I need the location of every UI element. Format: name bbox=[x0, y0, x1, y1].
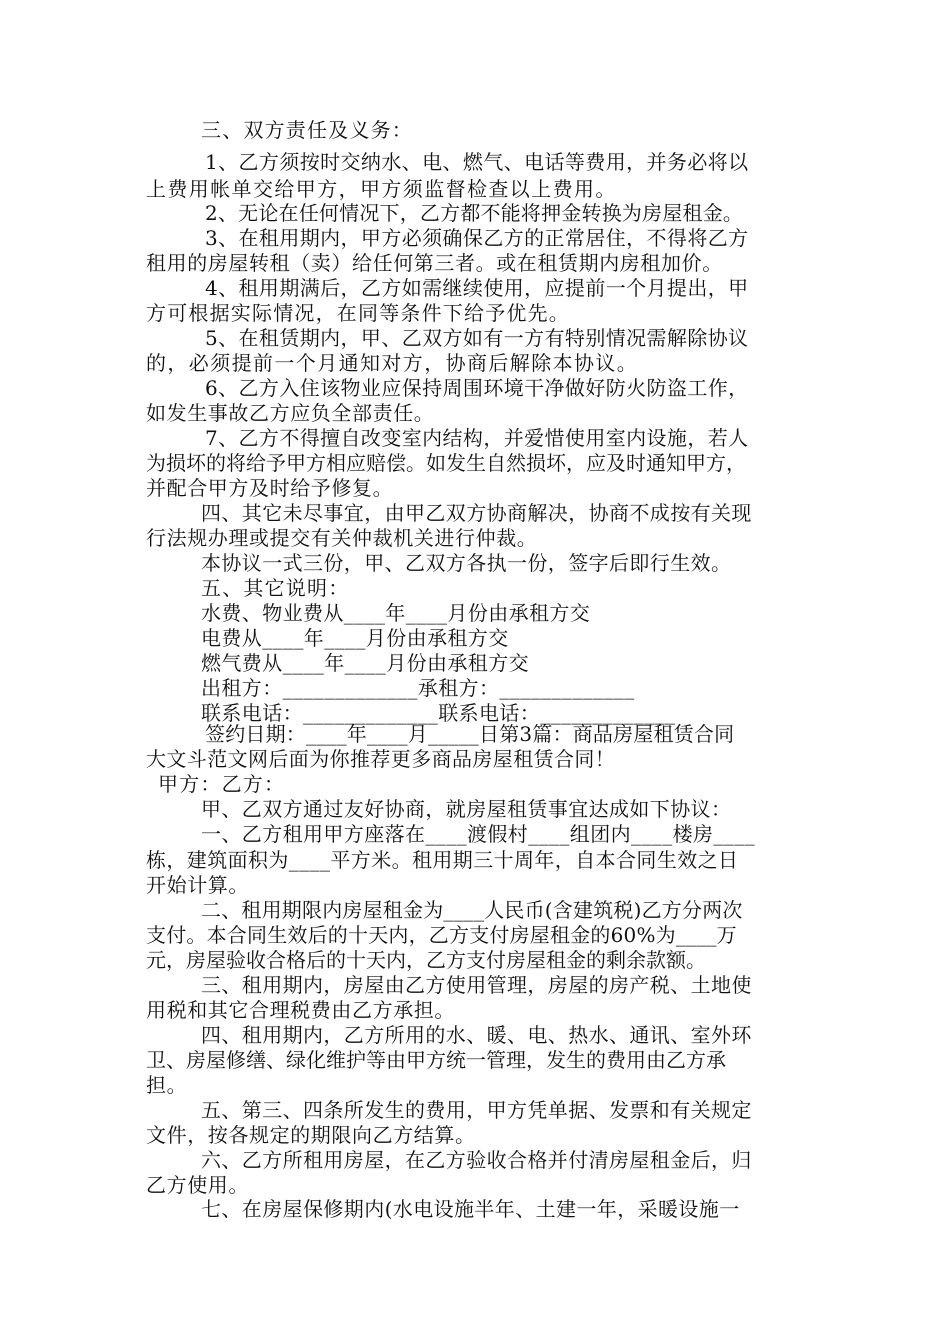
text-line: 如发生事故乙方应负全部责任。 bbox=[146, 401, 435, 425]
text-line: 的，必须提前一个月通知对方，协商后解除本协议。 bbox=[146, 351, 639, 375]
text-line: 租用的房屋转租（卖）给任何第三者。或在租赁期内房租加价。 bbox=[146, 251, 723, 275]
text-line: 甲方：乙方： bbox=[158, 772, 286, 796]
text-line: 六、乙方所租用房屋，在乙方验收合格并付清房屋租金后，归 bbox=[201, 1148, 752, 1172]
text-line: 7、乙方不得擅自改变室内结构，并爱惜使用室内设施，若人 bbox=[205, 426, 749, 450]
text-line: 文件，按各规定的期限向乙方结算。 bbox=[146, 1123, 476, 1147]
text-line: 联系电话：_____________联系电话：_____________ bbox=[201, 701, 676, 725]
text-line: 栋，建筑面积为____平方米。租用期三十周年，自本合同生效之日 bbox=[146, 848, 739, 872]
text-line: 担。 bbox=[146, 1073, 188, 1097]
text-line: 三、租用期内，房屋由乙方使用管理，房屋的房产税、土地使 bbox=[201, 973, 752, 997]
text-line: 签约日期：____年____月_____日第3篇：商品房屋租赁合同 bbox=[205, 722, 735, 746]
text-line: 用税和其它合理税费由乙方承担。 bbox=[146, 998, 455, 1022]
text-line: 五、第三、四条所发生的费用，甲方凭单据、发票和有关规定 bbox=[201, 1098, 752, 1122]
text-line: 支付。本合同生效后的十天内，乙方支付房屋租金的60%为____万 bbox=[146, 923, 737, 947]
text-line: 开始计算。 bbox=[146, 873, 249, 897]
text-line: 甲、乙双方通过友好协商，就房屋租赁事宜达成如下协议： bbox=[201, 797, 732, 821]
text-line: 出租方：_____________承租方：_____________ bbox=[201, 676, 635, 700]
text-line: 2、无论在任何情况下，乙方都不能将押金转换为房屋租金。 bbox=[205, 201, 744, 225]
text-line: 1、乙方须按时交纳水、电、燃气、电话等费用，并务必将以 bbox=[205, 150, 749, 174]
text-line: 本协议一式三份，甲、乙双方各执一份，签字后即行生效。 bbox=[201, 551, 732, 575]
text-line: 水费、物业费从____年____月份由承租方交 bbox=[201, 601, 591, 625]
text-line: 3、在租用期内，甲方必须确保乙方的正常居住，不得将乙方 bbox=[205, 226, 749, 250]
text-line: 四、其它未尽事宜，由甲乙双方协商解决，协商不成按有关现 bbox=[201, 501, 752, 525]
text-line: 燃气费从____年____月份由承租方交 bbox=[201, 651, 529, 675]
text-line: 5、在租赁期内，甲、乙双方如有一方有特别情况需解除协议 bbox=[205, 326, 749, 350]
text-line: 一、乙方租用甲方座落在____渡假村____组团内____楼房____ bbox=[201, 822, 755, 846]
text-line: 6、乙方入住该物业应保持周围环境干净做好防火防盗工作， bbox=[205, 376, 749, 400]
text-line: 并配合甲方及时给予修复。 bbox=[146, 476, 394, 500]
text-line: 二、租用期限内房屋租金为____人民币(含建筑税)乙方分两次 bbox=[201, 898, 743, 922]
text-line: 元，房屋验收合格后的十天内，乙方支付房屋租金的剩余款额。 bbox=[146, 948, 706, 972]
text-line: 卫、房屋修缮、绿化维护等由甲方统一管理，发生的费用由乙方承 bbox=[146, 1048, 726, 1072]
text-line: 大文斗范文网后面为你推荐更多商品房屋租赁合同！ bbox=[146, 747, 616, 771]
text-line: 4、租用期满后，乙方如需继续使用，应提前一个月提出，甲 bbox=[205, 276, 749, 300]
text-line: 三、双方责任及义务： bbox=[201, 118, 413, 142]
text-line: 行法规办理或提交有关仲裁机关进行仲裁。 bbox=[146, 526, 538, 550]
text-line: 电费从____年____月份由承租方交 bbox=[201, 626, 509, 650]
text-line: 七、在房屋保修期内(水电设施半年、土建一年，采暖设施一 bbox=[201, 1197, 740, 1221]
text-line: 四、租用期内，乙方所用的水、暖、电、热水、通讯、室外环 bbox=[201, 1023, 752, 1047]
text-line: 方可根据实际情况，在同等条件下给予优先。 bbox=[146, 301, 570, 325]
text-line: 五、其它说明： bbox=[201, 576, 350, 600]
text-line: 为损坏的将给予甲方相应赔偿。如发生自然损坏，应及时通知甲方， bbox=[146, 451, 746, 475]
text-line: 乙方使用。 bbox=[146, 1173, 249, 1197]
text-line: 上费用帐单交给甲方，甲方须监督检查以上费用。 bbox=[146, 177, 617, 201]
